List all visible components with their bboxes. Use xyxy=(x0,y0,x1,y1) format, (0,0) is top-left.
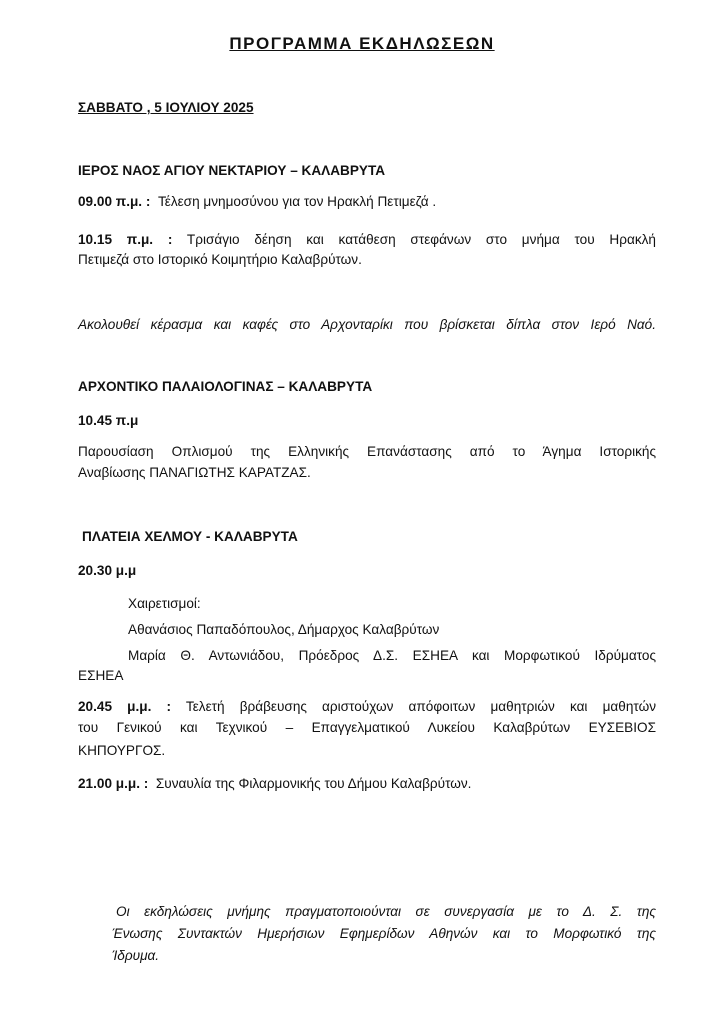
greetings-label: Χαιρετισμοί: xyxy=(128,596,201,611)
schedule-item xyxy=(78,775,656,793)
item-text: Τρισάγιο δέηση και κατάθεση στεφάνων στο μνήμα του Ηρακλή xyxy=(186,232,656,247)
item-text-cont: Αναβίωσης ΠΑΝΑΓΙΩΤΗΣ ΚΑΡΑΤΖΑΣ. xyxy=(78,465,311,480)
section-heading-square: ΠΛΑΤΕΙΑ ΧΕΛΜΟΥ - ΚΑΛΑΒΡΥΤΑ xyxy=(82,529,298,544)
item-time: 21.00 μ.μ. : xyxy=(78,776,149,791)
speaker-cont: ΕΣΗΕΑ xyxy=(78,668,124,683)
item-time: 20.45 μ.μ. : xyxy=(78,699,172,714)
item-text-cont: ΚΗΠΟΥΡΓΟΣ. xyxy=(78,743,166,758)
footer-note: Ένωσης Συντακτών Ημερήσιων Εφημερίδων Αθηνών και το Μορφωτικό της xyxy=(112,926,656,941)
item-time: 10.45 π.μ xyxy=(78,413,139,428)
item-time: 20.30 μ.μ xyxy=(78,563,137,578)
schedule-item xyxy=(78,193,656,211)
speaker: Αθανάσιος Παπαδόπουλος, Δήμαρχος Καλαβρύτων xyxy=(128,622,440,637)
item-text: Συναυλία της Φιλαρμονικής του Δήμου Καλαβρύτων. xyxy=(155,776,472,791)
schedule-item xyxy=(78,231,656,249)
page-title: ΠΡΟΓΡΑΜΜΑ ΕΚΔΗΛΩΣΕΩΝ xyxy=(229,34,495,53)
item-text: Τελετή βράβευσης αριστούχων απόφοιτων μαθητριών και μαθητών xyxy=(185,699,656,714)
item-text: Παρουσίαση Οπλισμού της Ελληνικής Επανάστασης από το Άγημα Ιστορικής xyxy=(78,444,656,459)
event-date: ΣΑΒΒΑΤΟ , 5 ΙΟΥΛΙΟΥ 2025 xyxy=(78,100,254,115)
footer-note: Ίδρυμα. xyxy=(112,948,160,963)
schedule-item xyxy=(78,698,656,716)
section-heading-church: ΙΕΡΟΣ ΝΑΟΣ ΑΓΙΟΥ ΝΕΚΤΑΡΙΟΥ – ΚΑΛΑΒΡΥΤΑ xyxy=(78,163,386,178)
item-time: 09.00 π.μ. : xyxy=(78,194,151,209)
item-text-cont: Πετιμεζά στο Ιστορικό Κοιμητήριο Καλαβρύτων. xyxy=(78,252,362,267)
section-heading-mansion: ΑΡΧΟΝΤΙΚΟ ΠΑΛΑΙΟΛΟΓΙΝΑΣ – ΚΑΛΑΒΡΥΤΑ xyxy=(78,379,373,394)
item-time: 10.15 π.μ. : xyxy=(78,232,173,247)
item-text: Τέλεση μνημοσύνου για τον Ηρακλή Πετιμεζά . xyxy=(157,194,437,209)
speaker: Μαρία Θ. Αντωνιάδου, Πρόεδρος Δ.Σ. ΕΣΗΕΑ και Μορφωτικού Ιδρύματος xyxy=(128,648,656,663)
reception-note: Ακολουθεί κέρασμα και καφές στο Αρχονταρίκι που βρίσκεται δίπλα στον Ιερό Ναό. xyxy=(78,317,656,332)
footer-note: Οι εκδηλώσεις μνήμης πραγματοποιούνται σε συνεργασία με το Δ. Σ. της xyxy=(116,904,656,919)
item-text-cont: του Γενικού και Τεχνικού – Επαγγελματικού Λυκείου Καλαβρύτων ΕΥΣΕΒΙΟΣ xyxy=(78,720,656,735)
